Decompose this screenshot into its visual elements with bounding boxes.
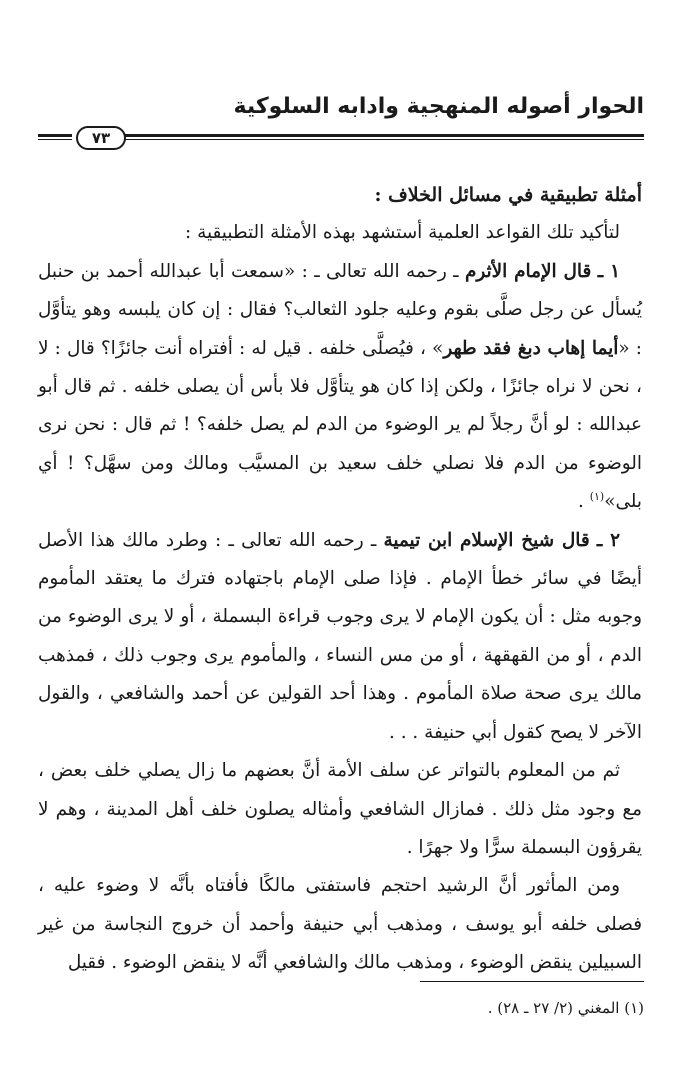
footnote: (١) المغني (٢/ ٢٧ ـ ٢٨) . xyxy=(487,999,644,1017)
page-number: ٧٣ xyxy=(76,126,126,150)
example-1-hadith: أيما إهاب دبغ فقد طهر xyxy=(443,337,619,359)
example-1-speaker: قال الإمام الأثرم xyxy=(464,260,592,282)
header-rule-thick xyxy=(124,134,644,137)
intro-paragraph: لتأكيد تلك القواعد العلمية أستشهد بهذه الأمثلة التطبيقية : xyxy=(185,222,620,244)
header-rule-stub-thin xyxy=(38,139,72,140)
example-2-speaker: قال شيخ الإسلام ابن تيمية xyxy=(383,529,590,551)
example-1-number: ١ ـ xyxy=(597,260,620,282)
section-heading: أمثلة تطبيقية في مسائل الخلاف : xyxy=(374,184,642,206)
example-1-text-a: ـ رحمه الله تعالى ـ : «سمعت أبا عبدالله أحمد بن حنبل يُسأل عن رجل صلَّى بقوم وعليه جلود الثعالب؟ فقال : إن كان يلبسه وهو يتأوَّل : « xyxy=(38,260,642,359)
header-rule-stub-thick xyxy=(38,134,72,137)
paragraph-4: ومن المأثور أنَّ الرشيد احتجم فاستفتى مالكًا فأفتاه بأنَّه لا وضوء عليه ، فصلى خلفه أبو يوسف ، ومذهب أبي حنيفة وأحمد أن خروج النجاسة من غير السبيلين ينقض الوضوء ، ومذهب مالك والشافعي أنَّه لا ينقض الوضوء . فقيل xyxy=(38,875,642,974)
page-header xyxy=(38,92,644,150)
footnote-reference[interactable]: (١) xyxy=(589,490,605,504)
example-1-end: . xyxy=(577,491,590,513)
header-rule xyxy=(38,126,644,150)
example-2-paragraph xyxy=(38,522,642,752)
example-1-paragraph xyxy=(38,253,642,522)
footnote-separator xyxy=(420,981,644,982)
example-2-number: ٢ ـ xyxy=(596,529,620,551)
example-1-text-b: » ، فيُصلَّى خلفه . قيل له : أفتراه أنت جائزًا؟ قال : لا ، نحن لا نراه جائزًا ، ولكن إذا كان هو يتأوَّل فلا بأس أن يصلى خلفه . ثم قال أبو عبدالله : لو أنَّ رجلاً لم ير الوضوء من الدم لم يصل خلفه؟ ! ثم قال : نحن نرى الوضوء من الدم فلا نصلي خلف سعيد بن المسيَّب ومالك ومن سهَّل؟ ! أي بلى» xyxy=(38,337,642,513)
running-title: الحوار أصوله المنهجية وادابه السلوكية xyxy=(233,94,644,119)
paragraph-3: ثم من المعلوم بالتواتر عن سلف الأمة أنَّ بعضهم ما زال يصلي خلف بعض ، مع وجود مثل ذلك . فمازال الشافعي وأمثاله يصلون خلف أهل المدينة ، وهم لا يقرؤون البسملة سرًّا ولا جهرًا . xyxy=(38,760,642,858)
header-rule-thin xyxy=(124,139,644,140)
example-2-text: ـ رحمه الله تعالى ـ : وطرد مالك هذا الأصل أيضًا في سائر خطأ الإمام . فإذا صلى الإمام باجتهاده فترك ما يعتقد المأموم وجوبه مثل : أن يكون الإمام لا يرى وجوب قراءة البسملة ، أو لا يرى الوضوء من الدم ، أو من القهقهة ، أو من مس النساء ، والمأموم يرى وجوب ذلك ، فمذهب مالك يرى صحة صلاة المأموم . وهذا أحد القولين عن أحمد والشافعي ، والقول الآخر لا يصح كقول أبي حنيفة . . . xyxy=(38,529,642,743)
main-text xyxy=(38,176,642,983)
